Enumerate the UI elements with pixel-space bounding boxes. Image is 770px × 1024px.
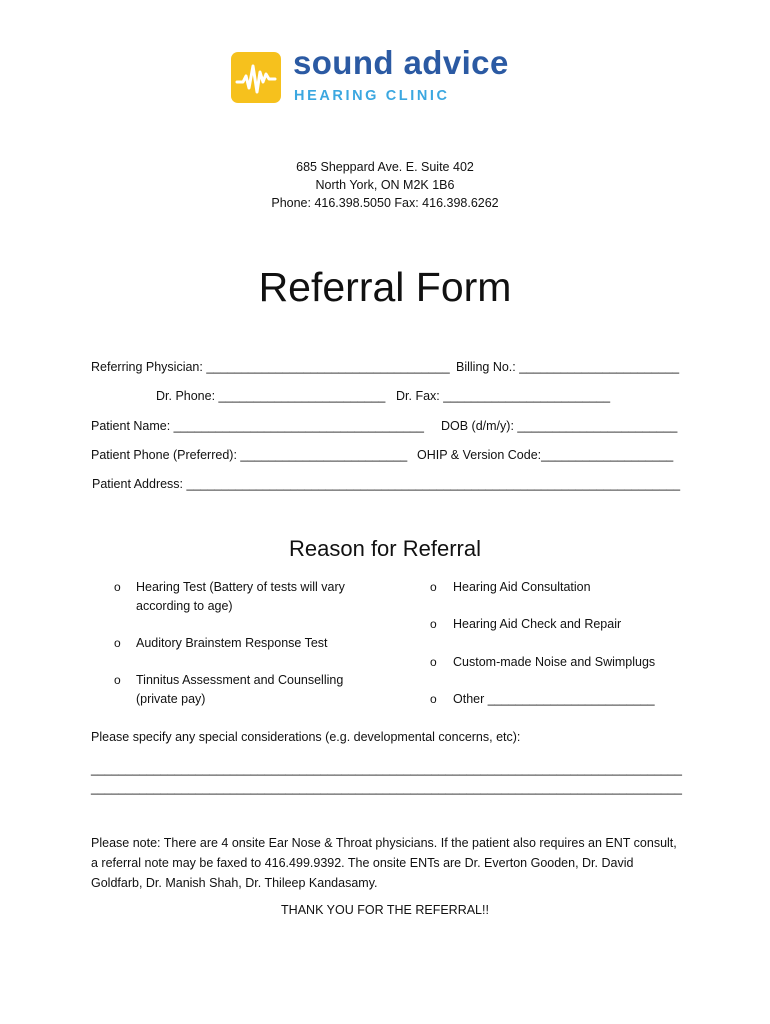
option-custom-plugs: Custom-made Noise and Swimplugs <box>453 655 656 669</box>
phone-fax-line: Phone: 416.398.5050 Fax: 416.398.6262 <box>271 196 499 210</box>
checkbox-custom-plugs[interactable]: o <box>430 655 437 669</box>
option-label: (private pay) <box>136 692 206 706</box>
option-label: Auditory Brainstem Response Test <box>136 636 328 650</box>
note-line-3: Goldfarb, Dr. Manish Shah, Dr. Thileep Kandasamy. <box>91 876 378 890</box>
note-line-2: a referral note may be faxed to 416.499.9392. The onsite ENTs are Dr. Everton Gooden, Dr. David <box>91 856 634 870</box>
billing-no-field[interactable]: Billing No.: _______________________ <box>456 360 680 374</box>
dob-field[interactable]: DOB (d/m/y): _______________________ <box>441 419 678 433</box>
note-line-1: Please note: There are 4 onsite Ear Nose & Throat physicians. If the patient also requires an ENT consult, <box>91 836 677 850</box>
page-title: Referral Form <box>258 264 512 310</box>
option-tinnitus <box>136 671 343 709</box>
ohip-field[interactable]: OHIP & Version Code:___________________ <box>417 448 674 462</box>
option-ha-check-repair: Hearing Aid Check and Repair <box>453 617 622 631</box>
option-abr-test <box>136 634 328 653</box>
option-other-field[interactable]: Other ________________________ <box>453 692 655 706</box>
brand-subtitle: HEARING CLINIC <box>294 88 450 104</box>
checkbox-abr-test[interactable]: o <box>114 636 121 650</box>
patient-name-field[interactable]: Patient Name: ____________________________________ <box>91 419 424 433</box>
option-label: Tinnitus Assessment and Counselling <box>136 673 344 687</box>
brand-name: sound advice <box>293 44 509 81</box>
checkbox-ha-check-repair[interactable]: o <box>430 617 437 631</box>
option-label: according to age) <box>136 599 233 613</box>
option-hearing-test <box>136 578 345 616</box>
patient-address-field[interactable]: Patient Address: _______________________________________________________________________ <box>92 477 681 491</box>
considerations-line-1[interactable]: _____________________________________________________________________________________ <box>91 762 682 776</box>
thank-you-text: THANK YOU FOR THE REFERRAL!! <box>281 903 489 917</box>
option-label: Hearing Test (Battery of tests will vary <box>136 580 345 594</box>
soundwave-icon <box>231 52 281 103</box>
checkbox-other[interactable]: o <box>430 692 437 706</box>
considerations-prompt: Please specify any special considerations (e.g. developmental concerns, etc): <box>91 730 521 744</box>
checkbox-hearing-test[interactable]: o <box>114 580 121 594</box>
address-line-2: North York, ON M2K 1B6 <box>315 178 455 192</box>
dr-fax-field[interactable]: Dr. Fax: ________________________ <box>396 389 611 403</box>
considerations-line-2[interactable]: _____________________________________________________________________________________ <box>91 781 682 795</box>
option-ha-consultation: Hearing Aid Consultation <box>453 580 591 594</box>
dr-phone-field[interactable]: Dr. Phone: ________________________ <box>156 389 386 403</box>
address-line-1: 685 Sheppard Ave. E. Suite 402 <box>296 160 474 174</box>
referring-physician-field[interactable]: Referring Physician: ___________________________________ <box>91 360 450 374</box>
reason-heading: Reason for Referral <box>289 536 481 561</box>
checkbox-tinnitus[interactable]: o <box>114 673 121 687</box>
patient-phone-field[interactable]: Patient Phone (Preferred): ________________________ <box>91 448 408 462</box>
checkbox-ha-consultation[interactable]: o <box>430 580 437 594</box>
